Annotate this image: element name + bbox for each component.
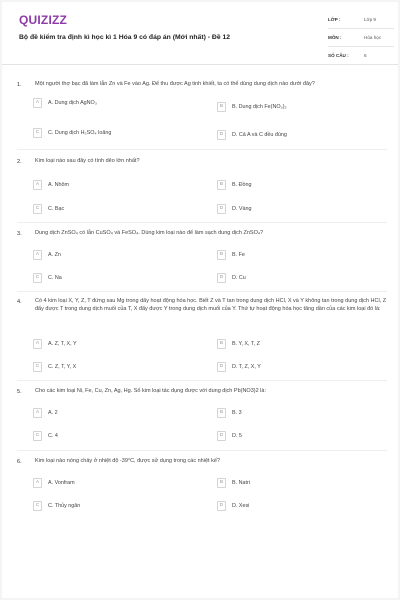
option-letter-box: C bbox=[33, 431, 42, 441]
option-letter-box: D bbox=[217, 204, 226, 214]
option-letter-box: A bbox=[33, 180, 42, 190]
option-letter-box: A bbox=[33, 478, 42, 488]
question-divider bbox=[17, 222, 387, 223]
meta-value: 6 bbox=[364, 53, 367, 58]
meta-row-subject bbox=[328, 34, 394, 47]
option-letter-box: C bbox=[33, 128, 42, 138]
question-text: Có 4 kim loại X, Y, Z, T đứng sau Mg trong dãy hoạt động hóa học. Biết Z và T tan trong dung dịch HCl, X và Y không tan trong dung dịch HCl, Z đẩy được T trong dung dịch muối của T, X đẩy được Y trong dung dịch muối của Y. Thứ tự hoạt động hóa học tăng dần của các kim loại đó là: bbox=[35, 298, 387, 313]
option-letter-box: B bbox=[217, 408, 226, 418]
question-number: 5. bbox=[17, 389, 22, 395]
option-letter-box: B bbox=[217, 102, 226, 112]
option-text: C. Thủy ngân bbox=[48, 502, 81, 509]
meta-value: Hóa học bbox=[364, 35, 382, 40]
option-text: C. Bạc bbox=[48, 205, 65, 212]
meta-row-count bbox=[328, 52, 394, 65]
question-divider bbox=[17, 149, 387, 150]
option-letter-box: A bbox=[33, 98, 42, 108]
option-text: C. Dung dịch H₂SO₄ loãng bbox=[48, 129, 112, 136]
option-text: C. 4 bbox=[48, 432, 58, 439]
option-text: D. Vàng bbox=[232, 205, 252, 212]
question-text: Cho các kim loại Ni, Fe, Cu, Zn, Ag, Hg. Số kim loại tác dụng được với dung dịch Pb(NO3)2 là: bbox=[35, 388, 266, 394]
meta-label: SỐ CÂU : bbox=[328, 53, 349, 58]
option-text: B. Natri bbox=[232, 479, 250, 486]
option-text: B. Fe bbox=[232, 251, 245, 258]
option-letter-box: D bbox=[217, 130, 226, 140]
option-letter-box: D bbox=[217, 501, 226, 511]
option-text: C. Na bbox=[48, 274, 62, 281]
option-text: A. Z, T, X, Y bbox=[48, 340, 77, 347]
question-text: Kim loại nào nóng chảy ở nhiệt độ -39°C, được sử dụng trong các nhiệt kế? bbox=[35, 458, 220, 464]
option-text: D. Cả A và C đều đúng bbox=[232, 131, 287, 138]
question-divider bbox=[17, 291, 387, 292]
option-text: A. 2 bbox=[48, 409, 58, 416]
option-letter-box: B bbox=[217, 180, 226, 190]
question-text: Dung dịch ZnSO₄ có lẫn CuSO₄ và FeSO₄. Dùng kim loại nào để làm sạch dung dịch ZnSO₄? bbox=[35, 230, 264, 236]
option-text: A. Dung dịch AgNO₃ bbox=[48, 99, 97, 106]
option-letter-box: A bbox=[33, 250, 42, 260]
option-letter-box: D bbox=[217, 273, 226, 283]
option-letter-box: D bbox=[217, 362, 226, 372]
option-letter-box: A bbox=[33, 339, 42, 349]
option-text: B. Đồng bbox=[232, 181, 252, 188]
option-text: D. T, Z, X, Y bbox=[232, 363, 261, 370]
question-divider bbox=[17, 380, 387, 381]
option-letter-box: C bbox=[33, 501, 42, 511]
worksheet-meta bbox=[328, 16, 394, 70]
option-text: D. 5 bbox=[232, 432, 242, 439]
option-letter-box: B bbox=[217, 339, 226, 349]
question-number: 1. bbox=[17, 82, 22, 88]
question-number: 6. bbox=[17, 459, 22, 465]
option-text: A. Nhôm bbox=[48, 181, 69, 188]
worksheet-title: Bộ đề kiểm tra định kì học kì 1 Hóa 9 có đáp án (Mới nhất) - Đề 12 bbox=[19, 34, 231, 41]
option-text: D. Xesi bbox=[232, 502, 250, 509]
option-letter-box: D bbox=[217, 431, 226, 441]
question-number: 4. bbox=[17, 299, 22, 305]
option-text: B. Y, X, T, Z bbox=[232, 340, 260, 347]
option-text: C. Z, T, Y, X bbox=[48, 363, 77, 370]
option-text: A. Zn bbox=[48, 251, 61, 258]
question-number: 3. bbox=[17, 231, 22, 237]
meta-value: Lớp 9 bbox=[364, 17, 376, 22]
question-divider bbox=[17, 450, 387, 451]
option-text: B. Dung dịch Fe(NO₃)₂ bbox=[232, 103, 287, 110]
question-number: 2. bbox=[17, 159, 22, 165]
meta-row-class bbox=[328, 16, 394, 29]
option-text: B. 3 bbox=[232, 409, 242, 416]
option-letter-box: C bbox=[33, 362, 42, 372]
meta-label: LỚP : bbox=[328, 17, 341, 22]
option-letter-box: B bbox=[217, 250, 226, 260]
option-text: A. Vonfram bbox=[48, 479, 75, 486]
option-letter-box: C bbox=[33, 273, 42, 283]
option-letter-box: C bbox=[33, 204, 42, 214]
option-letter-box: A bbox=[33, 408, 42, 418]
question-text: Kim loại nào sau đây có tính dẻo lớn nhất? bbox=[35, 158, 140, 164]
meta-label: MÔN : bbox=[328, 35, 342, 40]
option-text: D. Cu bbox=[232, 274, 246, 281]
quizizz-logo: QUIZIZZ bbox=[19, 13, 68, 27]
question-text: Một người thợ bạc đã làm lẫn Zn và Fe vào Ag. Để thu được Ag tinh khiết, ta có thể dùng dung dịch nào dưới đây? bbox=[35, 81, 315, 87]
worksheet-page bbox=[2, 2, 398, 598]
worksheet-header bbox=[2, 2, 398, 65]
option-letter-box: B bbox=[217, 478, 226, 488]
